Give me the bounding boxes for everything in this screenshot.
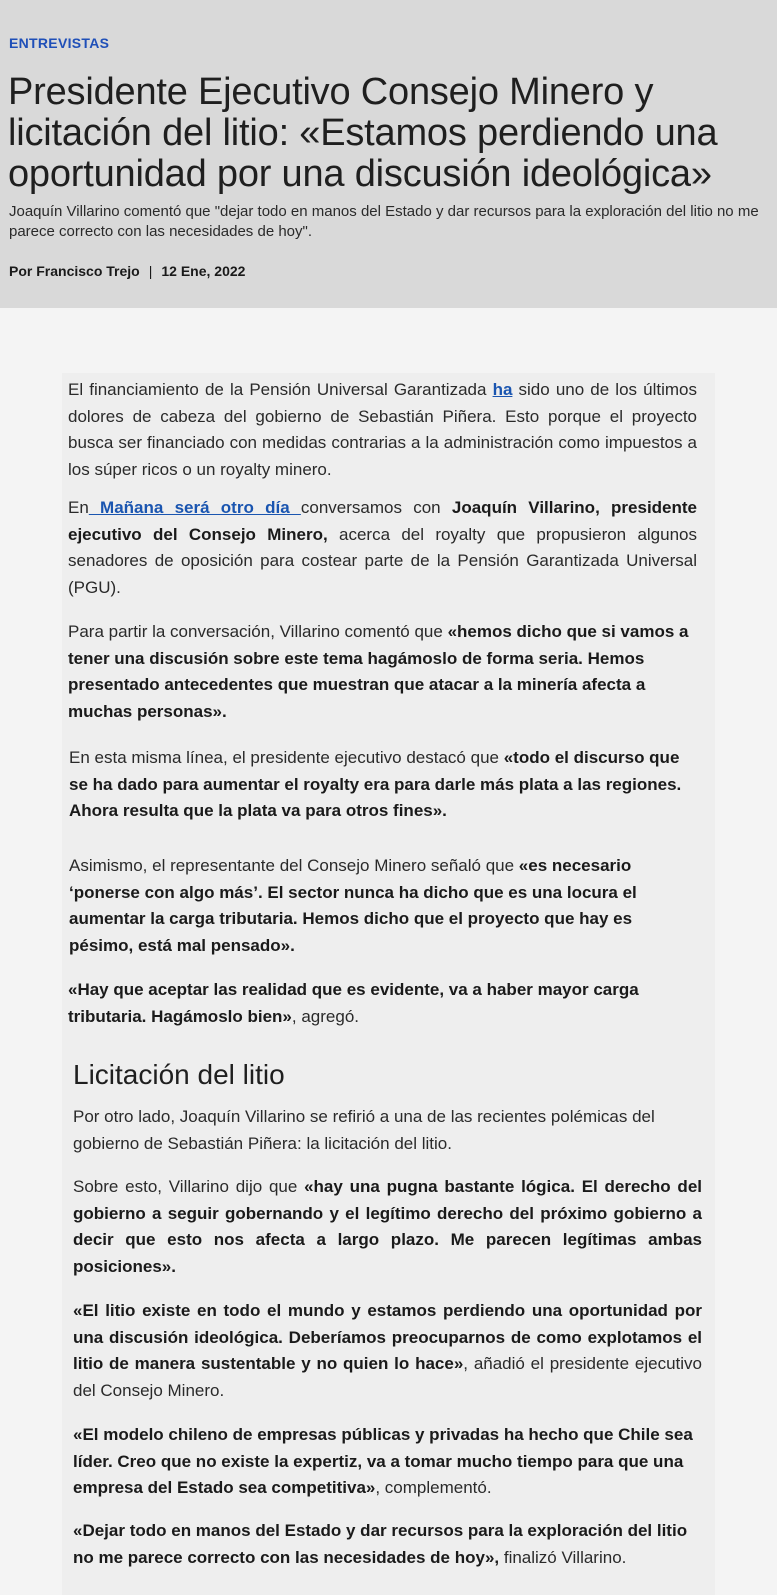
paragraph-text: , agregó. [291, 1006, 359, 1026]
article-title: Presidente Ejecutivo Consejo Minero y licitación del litio: «Estamos perdiendo una oportunidad por una discusión ideológica» [8, 71, 718, 195]
article-subtitle: Joaquín Villarino comentó que "dejar todo en manos del Estado y dar recursos para la exploración del litio no me parece correcto con las necesidades de hoy". [9, 203, 759, 240]
section-heading: Licitación del litio [73, 1059, 285, 1090]
paragraph-9 [73, 1298, 702, 1405]
paragraph-bold: Joaquín Villarino, presidente ejecutivo del Consejo Minero, [68, 498, 698, 544]
paragraph-bold: «hay una pugna bastante lógica. El derecho del gobierno a seguir gobernando y el legítimo derecho del próximo gobierno a decir que esto nos afecta a largo plazo. Me parecen legítimas ambas posiciones». [73, 1177, 702, 1277]
publish-date: 12 Ene, 2022 [161, 263, 246, 279]
paragraph-4 [69, 745, 698, 825]
paragraph-8 [73, 1174, 702, 1281]
article-body [62, 373, 715, 1595]
paragraph-text: Para partir la conversación, Villarino comentó que [68, 622, 448, 641]
paragraph-bold: «El modelo chileno de empresas públicas y privadas ha hecho que Chile sea líder. Creo que no existe la expertiz, va a tomar mucho tiempo para que una empresa del Estado sea competitiva» [73, 1425, 693, 1498]
byline [9, 263, 245, 279]
paragraph-10 [73, 1422, 702, 1502]
paragraph-text: , añadió el presidente ejecutivo del Consejo Minero. [73, 1354, 702, 1401]
paragraph-bold: «Hay que aceptar las realidad que es evidente, va a haber mayor carga tributaria. Hagámoslo bien» [68, 980, 639, 1026]
article-header [0, 0, 777, 308]
paragraph-text: conversamos con [300, 498, 452, 517]
byline-separator: | [148, 263, 153, 279]
paragraph-7: Por otro lado, Joaquín Villarino se refirió a una de las recientes polémicas del gobierno de Sebastián Piñera: la licitación del litio. [73, 1107, 655, 1153]
paragraph-text: Asimismo, el representante del Consejo Minero señaló que [69, 856, 519, 875]
category-label[interactable]: ENTREVISTAS [9, 35, 110, 51]
paragraph-text: finalizó Villarino. [499, 1547, 627, 1567]
paragraph-2 [68, 495, 697, 602]
inline-link-ha[interactable]: ha [492, 380, 513, 399]
paragraph-bold: «Dejar todo en manos del Estado y dar recursos para la exploración del litio no me parece correcto con las necesidades de hoy», [73, 1521, 688, 1567]
paragraph-bold: «todo el discurso que se ha dado para aumentar el royalty era para darle más plata a las regiones. Ahora resulta que la plata va para otros fines». [69, 748, 682, 821]
paragraph-bold: «hemos dicho que si vamos a tener una discusión sobre este tema hagámoslo de forma seria. Hemos presentado antecedentes que muestran que atacar a la minería afecta a muchas personas». [68, 622, 689, 722]
paragraph-text: En [68, 498, 89, 517]
paragraph-text: Sobre esto, Villarino dijo que [73, 1177, 305, 1196]
paragraph-text: En esta misma línea, el presidente ejecutivo destacó que [69, 748, 504, 767]
paragraph-bold: «es necesario ‘ponerse con algo más’. El sector nunca ha dicho que es una locura el aumentar la carga tributaria. Hemos dicho que el proyecto que hay es pésimo, está mal pensado». [69, 856, 637, 956]
paragraph-3 [68, 619, 697, 726]
author-name[interactable]: Por Francisco Trejo [9, 263, 140, 279]
paragraph-text: El financiamiento de la Pensión Universal Garantizada [68, 380, 493, 399]
paragraph-11 [73, 1518, 702, 1571]
paragraph-6 [68, 977, 697, 1030]
paragraph-text: sido uno de los últimos dolores de cabeza del gobierno de Sebastián Piñera. Esto porque el proyecto busca ser financiado con medidas contrarias a la administración como impuestos a los súper ricos o un royalty minero. [68, 380, 697, 480]
paragraph-1 [68, 377, 697, 484]
program-link[interactable]: Mañana será otro día [88, 498, 301, 517]
paragraph-5 [69, 853, 698, 960]
paragraph-text: acerca del royalty que propusieron algunos senadores de oposición para costear parte de la Pensión Garantizada Universal (PGU). [68, 524, 697, 598]
paragraph-text: , complementó. [375, 1478, 492, 1498]
paragraph-bold: «El litio existe en todo el mundo y estamos perdiendo una oportunidad por una discusión ideológica. Deberíamos preocuparnos de como explotamos el litio de manera sustentable y no quien lo hace» [73, 1301, 702, 1374]
